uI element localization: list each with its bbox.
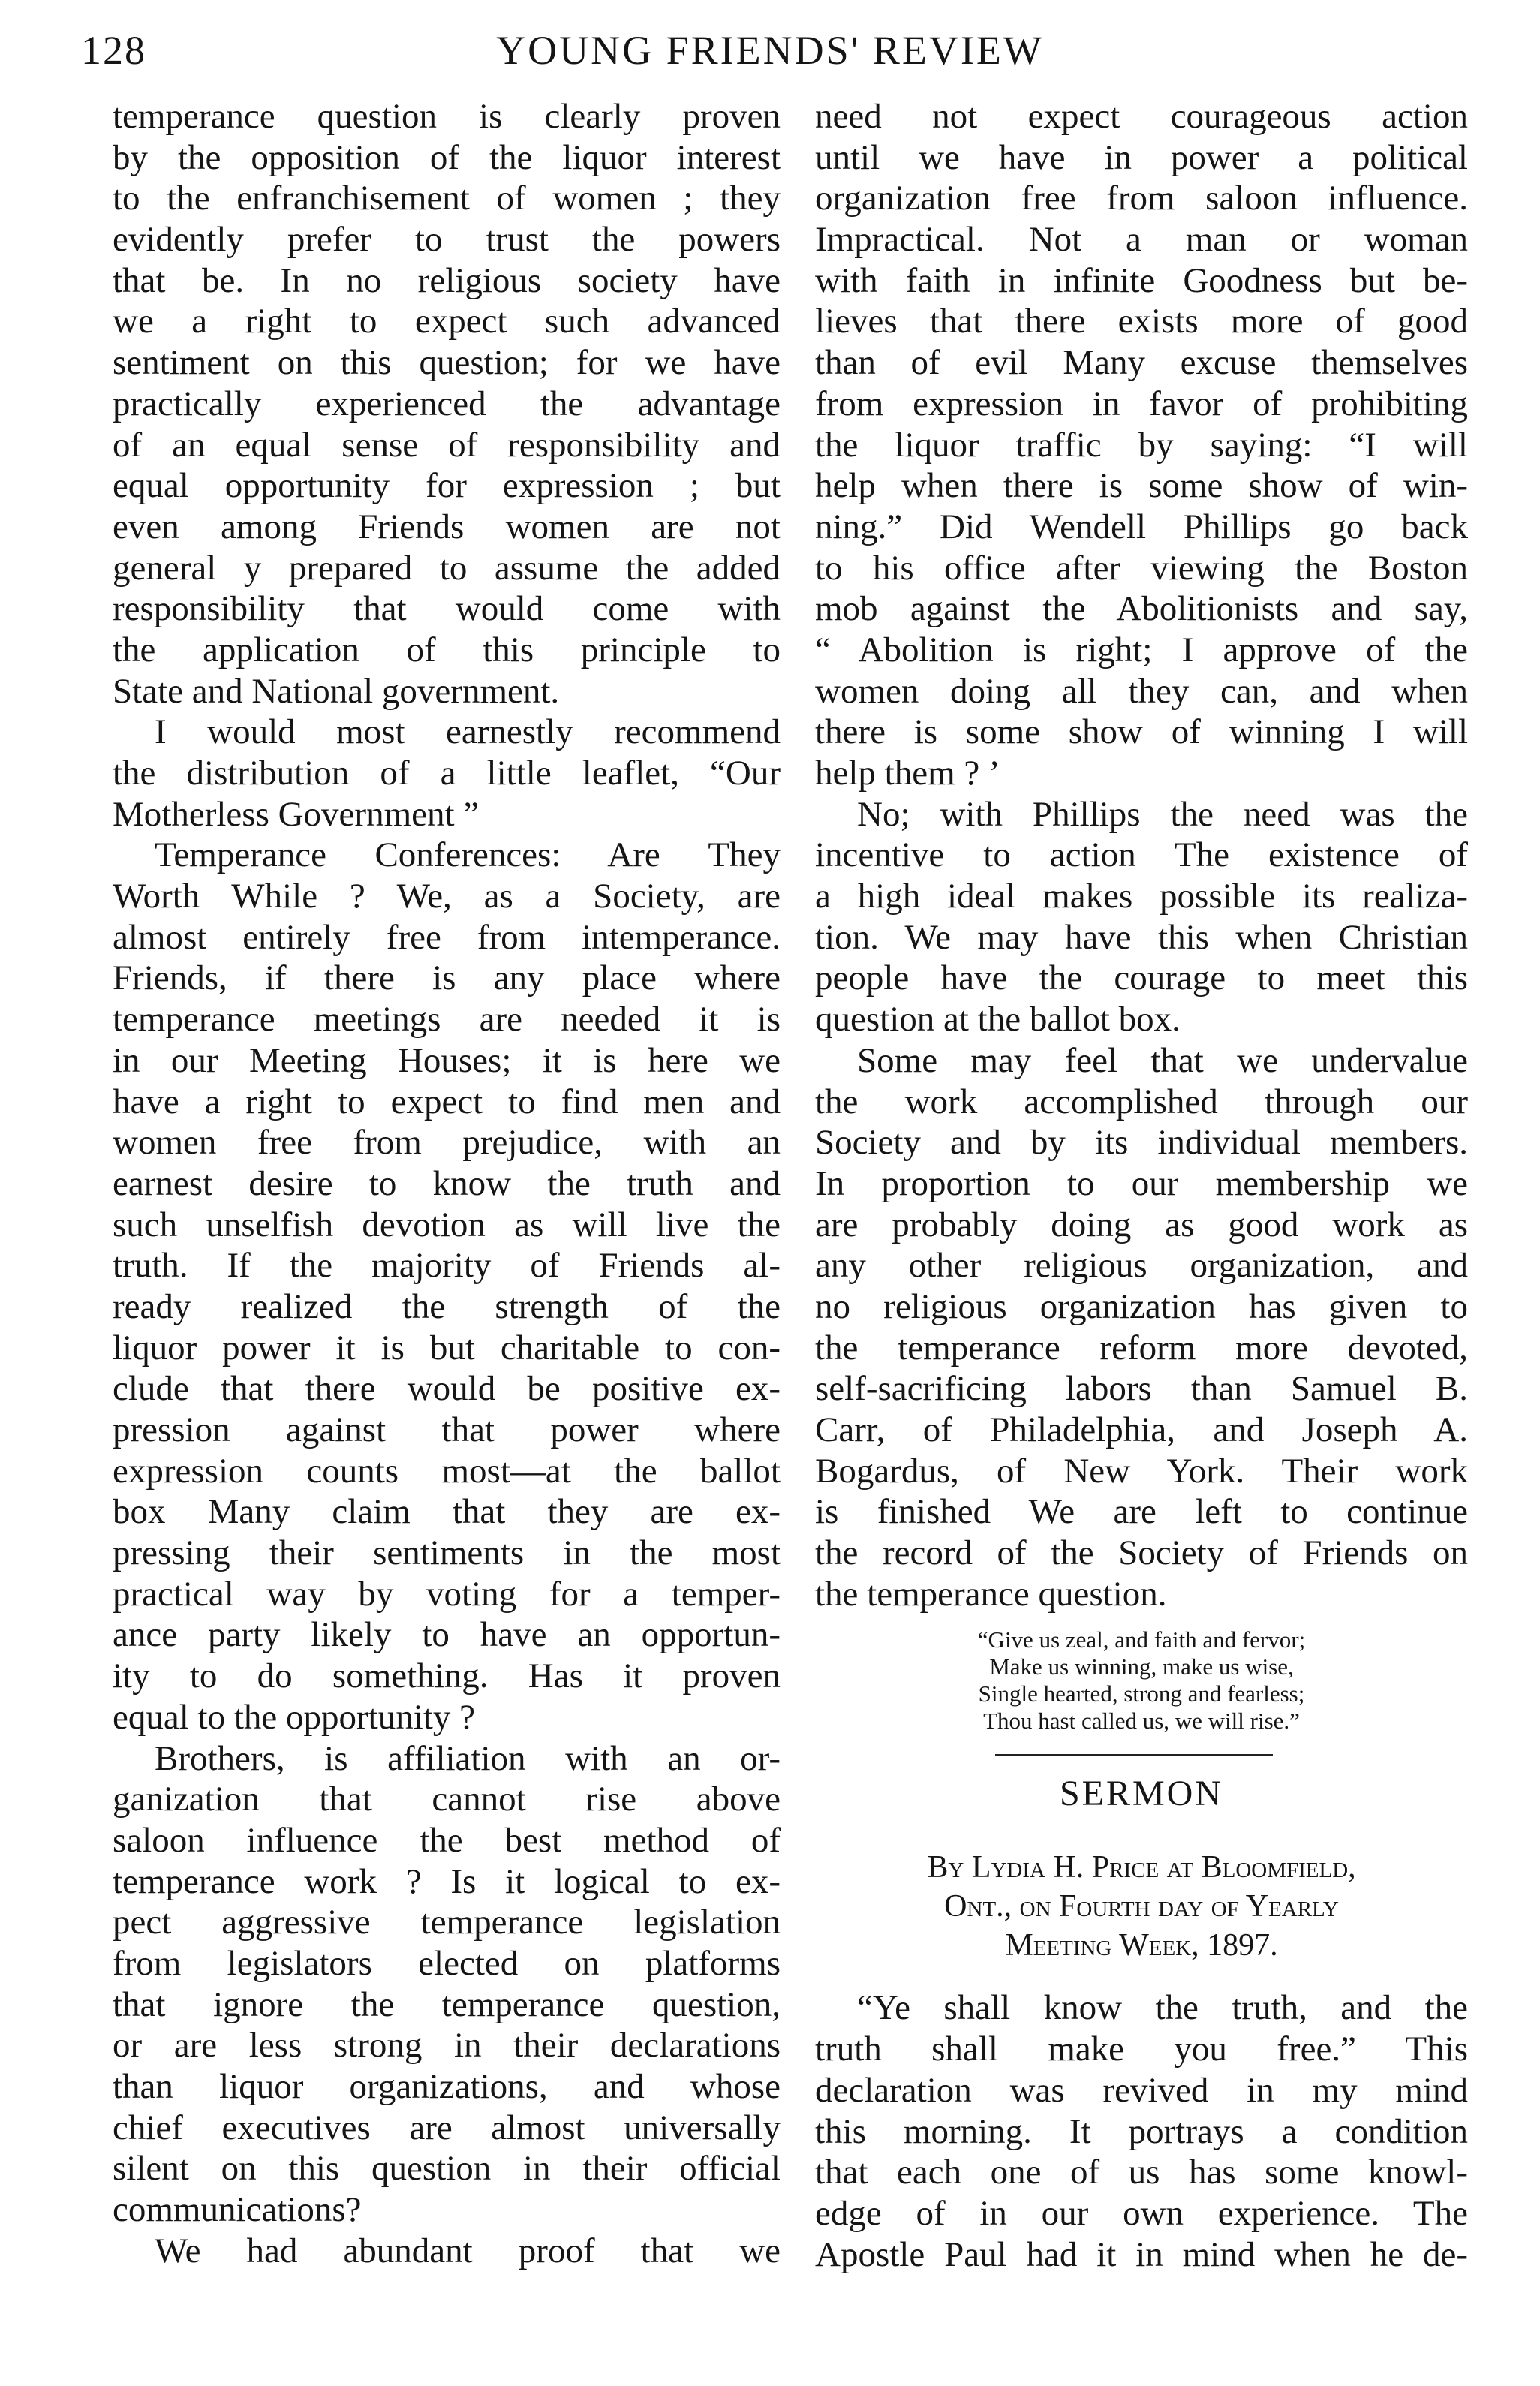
text-line: pressing their sentiments in the most [113, 1533, 781, 1573]
byline-line: Ont., on Fourth day of Yearly [944, 1889, 1339, 1924]
text-line: temperance work ? Is it logical to ex- [113, 1861, 781, 1901]
text-line: In proportion to our membership we [815, 1163, 1468, 1203]
text-line: communications? [113, 2190, 362, 2230]
text-line: the temperance reform more devoted, [815, 1328, 1468, 1368]
text-line: Bogardus, of New York. Their work [815, 1451, 1468, 1491]
text-line: even among Friends women are not [113, 507, 781, 546]
sermon-text-line: this morning. It portrays a condition [815, 2111, 1468, 2151]
page-header [0, 27, 1540, 80]
text-line: people have the courage to meet this [815, 958, 1468, 998]
text-line: such unselfish devotion as will live the [113, 1205, 781, 1244]
text-line: question at the ballot box. [815, 1000, 1181, 1040]
text-line: box Many claim that they are ex- [113, 1492, 781, 1532]
text-line: help them ? ’ [815, 754, 1000, 793]
text-line: equal opportunity for expression ; but [113, 466, 781, 506]
sermon-body [815, 1987, 1468, 2275]
verse-line: Make us winning, make us wise, [989, 1653, 1294, 1680]
text-line: the record of the Society of Friends on [815, 1533, 1468, 1573]
verse-line: Thou hast called us, we will rise.” [983, 1708, 1300, 1735]
text-line: earnest desire to know the truth and [113, 1163, 781, 1203]
text-line: Carr, of Philadelphia, and Joseph A. [815, 1410, 1468, 1449]
text-line: expression counts most—at the ballot [113, 1451, 781, 1491]
text-line: practical way by voting for a temper- [113, 1574, 781, 1614]
text-line: by the opposition of the liquor interest [113, 137, 781, 177]
text-line: Society and by its individual members. [815, 1123, 1468, 1163]
text-line: We had abundant proof that we [155, 2231, 781, 2270]
text-line: State and National government. [113, 671, 560, 711]
text-line: of an equal sense of responsibility and [113, 425, 781, 465]
verse-line: “Give us zeal, and faith and fervor; [977, 1626, 1306, 1653]
text-line: mob against the Abolitionists and say, [815, 589, 1468, 629]
text-line: help when there is some show of win- [815, 466, 1468, 506]
text-line: no religious organization has given to [815, 1286, 1468, 1326]
text-line: Brothers, is affiliation with an or- [155, 1738, 781, 1778]
text-line: self-sacrificing labors than Samuel B. [815, 1369, 1468, 1409]
text-line: that ignore the temperance question, [113, 1984, 781, 2024]
text-line: ganization that cannot rise above [113, 1780, 781, 1819]
text-line: lieves that there exists more of good [815, 302, 1468, 342]
running-title: YOUNG FRIENDS' REVIEW [496, 28, 1044, 73]
sermon-byline [815, 1848, 1468, 1965]
text-line: are probably doing as good work as [815, 1205, 1468, 1244]
sermon-text-line: “Ye shall know the truth, and the [857, 1988, 1468, 2028]
text-line: Motherless Government ” [113, 794, 480, 834]
text-line: than of evil Many excuse themselves [815, 343, 1468, 383]
byline-line: Meeting Week, 1897. [1005, 1928, 1278, 1963]
text-line: until we have in power a political [815, 137, 1468, 177]
text-line: Some may feel that we undervalue [857, 1040, 1468, 1080]
text-line: from legislators elected on platforms [113, 1943, 781, 1983]
text-line: practically experienced the advantage [113, 384, 781, 423]
text-line: is finished We are left to continue [815, 1492, 1468, 1532]
text-line: ning.” Did Wendell Phillips go back [815, 507, 1468, 546]
text-line: than liquor organizations, and whose [113, 2067, 781, 2106]
text-line: with faith in infinite Goodness but be- [815, 260, 1468, 300]
verse-quotation [815, 1626, 1468, 1735]
text-line: incentive to action The existence of [815, 835, 1468, 875]
right-column [815, 96, 1468, 2275]
text-line: there is some show of winning I will [815, 712, 1468, 752]
text-line: pect aggressive temperance legislation [113, 1903, 781, 1942]
text-line: evidently prefer to trust the powers [113, 220, 781, 260]
text-line: Worth While ? We, as a Society, are [113, 877, 781, 916]
left-column [113, 96, 781, 2271]
sermon-text-line: edge of in our own experience. The [815, 2193, 1468, 2233]
section-title: SERMON [1059, 1774, 1224, 1814]
text-line: or are less strong in their declarations [113, 2026, 781, 2066]
text-line: have a right to expect to find men and [113, 1082, 781, 1121]
text-line: that be. In no religious society have [113, 260, 781, 300]
text-line: silent on this question in their official [113, 2149, 781, 2189]
text-line: to his office after viewing the Boston [815, 548, 1468, 588]
byline-line: By Lydia H. Price at Bloomfield, [927, 1850, 1356, 1885]
text-line: general y prepared to assume the added [113, 548, 781, 588]
verse-line: Single hearted, strong and fearless; [978, 1680, 1305, 1708]
page-number: 128 [81, 28, 146, 73]
text-line: saloon influence the best method of [113, 1820, 781, 1860]
text-line: I would most earnestly recommend [155, 712, 781, 752]
sermon-text-line: Apostle Paul had it in mind when he de- [815, 2234, 1468, 2274]
sermon-text-line: truth shall make you free.” This [815, 2029, 1468, 2069]
section-divider [995, 1754, 1273, 1756]
text-line: organization free from saloon influence. [815, 179, 1468, 218]
text-line: need not expect courageous action [815, 97, 1468, 136]
text-line: the temperance question. [815, 1574, 1167, 1614]
right-column-text [815, 96, 1468, 1614]
text-line: responsibility that would come with [113, 589, 781, 629]
text-line: chief executives are almost universally [113, 2108, 781, 2147]
text-line: the application of this principle to [113, 630, 781, 669]
text-line: Temperance Conferences: Are They [155, 835, 781, 875]
text-line: ity to do something. Has it proven [113, 1656, 781, 1696]
text-line: almost entirely free from intemperance. [113, 917, 781, 957]
text-line: temperance meetings are needed it is [113, 1000, 781, 1040]
text-line: to the enfranchisement of women ; they [113, 179, 781, 218]
text-line: pression against that power where [113, 1410, 781, 1449]
text-line: we a right to expect such advanced [113, 302, 781, 342]
text-line: in our Meeting Houses; it is here we [113, 1040, 781, 1080]
sermon-text-line: that each one of us has some knowl- [815, 2153, 1468, 2192]
sermon-text-line: declaration was revived in my mind [815, 2070, 1468, 2110]
text-line: ready realized the strength of the [113, 1286, 781, 1326]
text-line: the work accomplished through our [815, 1082, 1468, 1121]
text-line: No; with Phillips the need was the [857, 794, 1468, 834]
text-line: clude that there would be positive ex- [113, 1369, 781, 1409]
text-line: Friends, if there is any place where [113, 958, 781, 998]
text-line: ance party likely to have an opportun- [113, 1615, 781, 1655]
text-line: temperance question is clearly proven [113, 97, 781, 136]
text-line: equal to the opportunity ? [113, 1697, 475, 1737]
text-line: tion. We may have this when Christian [815, 917, 1468, 957]
text-line: the liquor traffic by saying: “I will [815, 425, 1468, 465]
text-line: women free from prejudice, with an [113, 1123, 781, 1163]
text-line: “ Abolition is right; I approve of the [815, 630, 1468, 669]
text-line: women doing all they can, and when [815, 671, 1468, 711]
text-line: from expression in favor of prohibiting [815, 384, 1468, 423]
text-line: a high ideal makes possible its realiza- [815, 877, 1468, 916]
text-line: sentiment on this question; for we have [113, 343, 781, 383]
text-line: truth. If the majority of Friends al- [113, 1246, 781, 1286]
text-line: any other religious organization, and [815, 1246, 1468, 1286]
text-line: Impractical. Not a man or woman [815, 220, 1468, 260]
text-line: the distribution of a little leaflet, “Our [113, 754, 781, 793]
text-line: liquor power it is but charitable to con- [113, 1328, 781, 1368]
